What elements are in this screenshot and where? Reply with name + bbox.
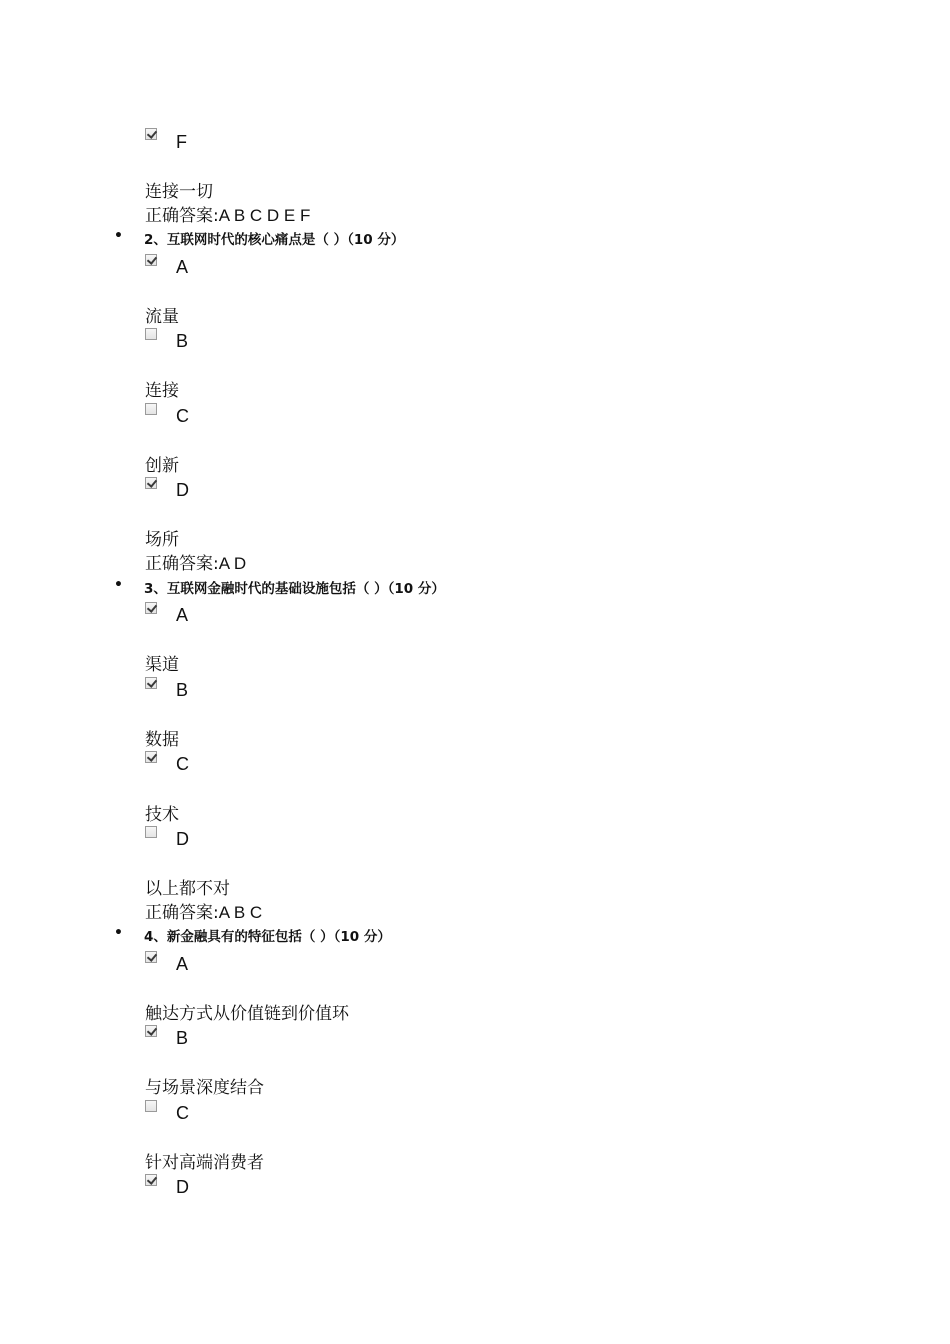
option-text: 流量 (145, 307, 179, 327)
option-letter: A (176, 954, 189, 974)
option-text: 触达方式从价值链到价值环 (145, 1004, 349, 1024)
checkbox-q4-d[interactable] (145, 1174, 157, 1186)
answer-label: 正确答案: (145, 903, 219, 923)
checkbox-q2-d[interactable] (145, 477, 157, 489)
option-text: 创新 (145, 456, 179, 476)
option-letter: A (176, 257, 189, 277)
checkbox-q2-c[interactable] (145, 403, 157, 415)
option-text: 场所 (145, 530, 179, 550)
option-text: 技术 (145, 805, 179, 825)
answer-value: A D (218, 554, 247, 573)
option-letter: D (176, 480, 189, 500)
correct-answer-q1 (145, 201, 310, 226)
correct-answer-q2 (145, 549, 246, 574)
question-title-q3: 3、互联网金融时代的基础设施包括（ ）（10 分） (144, 581, 445, 597)
answer-label: 正确答案: (145, 554, 219, 574)
option-text: 以上都不对 (145, 879, 230, 899)
checkbox-q4-c[interactable] (145, 1100, 157, 1112)
option-text: 连接一切 (145, 182, 213, 202)
option-letter: D (176, 829, 189, 849)
option-text: 连接 (145, 381, 179, 401)
answer-label: 正确答案: (145, 206, 219, 226)
checkbox-q3-c[interactable] (145, 751, 157, 763)
option-letter: C (176, 406, 189, 426)
checkbox-q2-b[interactable] (145, 328, 157, 340)
bullet: • (114, 228, 123, 244)
checkbox-q1-f[interactable] (145, 128, 157, 140)
question-title-q2: 2、互联网时代的核心痛点是（ ）（10 分） (144, 232, 405, 248)
option-text: 与场景深度结合 (145, 1078, 264, 1098)
checkbox-q4-b[interactable] (145, 1025, 157, 1037)
checkbox-q3-b[interactable] (145, 677, 157, 689)
bullet: • (114, 925, 123, 941)
answer-value: A B C D E F (218, 206, 311, 225)
option-letter: B (176, 680, 189, 700)
option-text: 渠道 (145, 655, 179, 675)
correct-answer-q3 (145, 898, 262, 923)
bullet: • (114, 577, 123, 593)
option-letter: C (176, 1103, 189, 1123)
option-letter: D (176, 1177, 189, 1197)
answer-value: A B C (218, 903, 263, 922)
option-letter: F (176, 132, 187, 152)
question-title-q4: 4、新金融具有的特征包括（ ）（10 分） (144, 929, 391, 945)
option-letter: B (176, 331, 189, 351)
option-letter: B (176, 1028, 189, 1048)
checkbox-q3-d[interactable] (145, 826, 157, 838)
option-letter: A (176, 605, 189, 625)
checkbox-q3-a[interactable] (145, 602, 157, 614)
option-text: 针对高端消费者 (145, 1153, 264, 1173)
option-text: 数据 (145, 730, 179, 750)
option-letter: C (176, 754, 189, 774)
checkbox-q2-a[interactable] (145, 254, 157, 266)
checkbox-q4-a[interactable] (145, 951, 157, 963)
